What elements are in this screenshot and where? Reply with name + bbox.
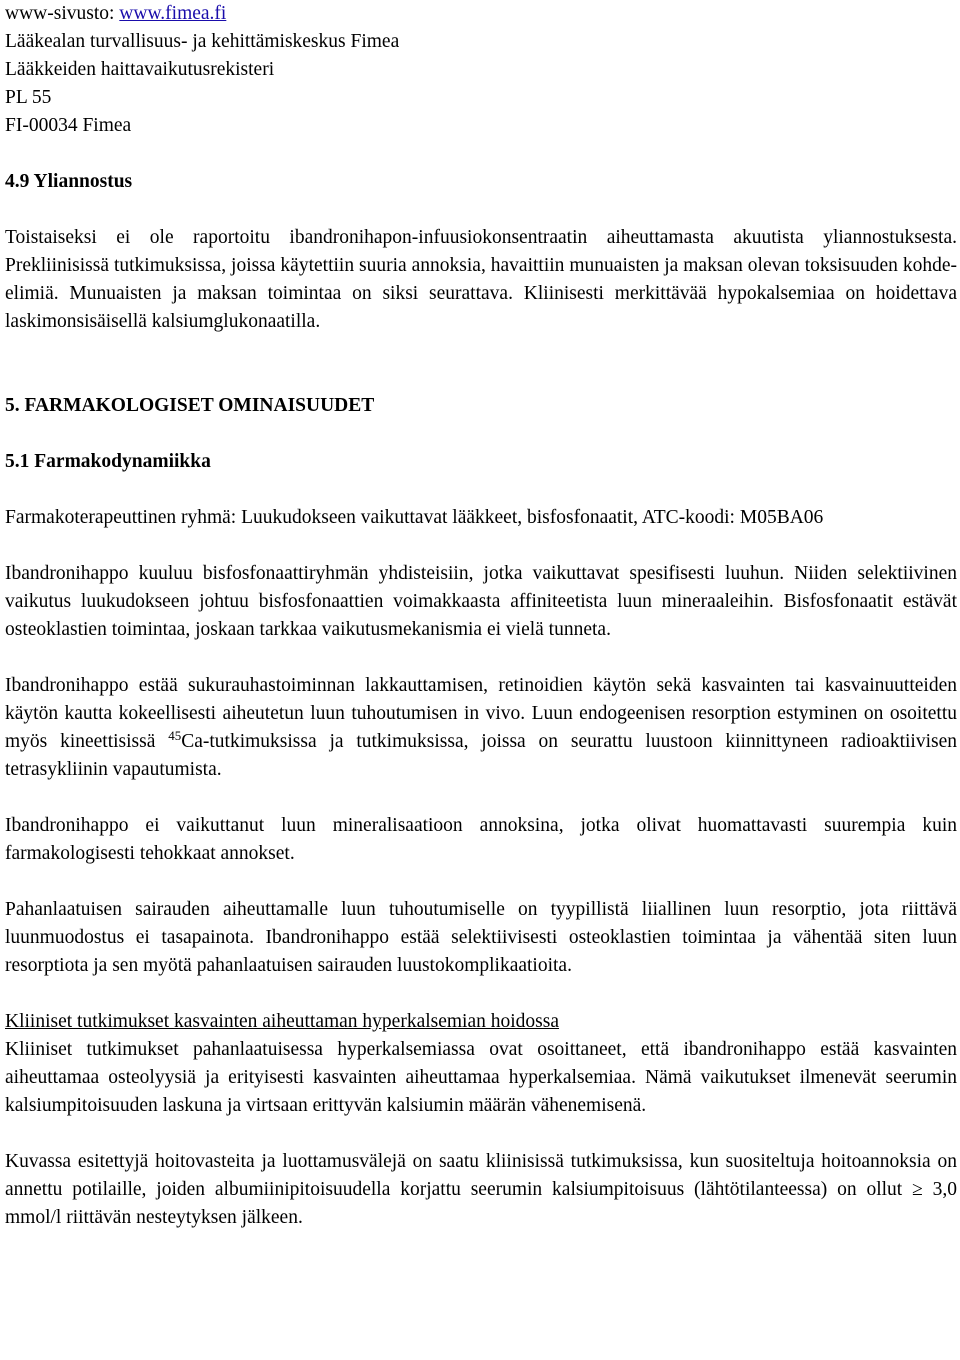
spacer — [5, 420, 957, 448]
website-link[interactable]: www.fimea.fi — [119, 3, 227, 24]
spacer — [5, 980, 957, 1008]
spacer — [5, 196, 957, 224]
spacer — [5, 644, 957, 672]
spacer — [5, 476, 957, 504]
spacer — [5, 784, 957, 812]
treatment-response-paragraph: Kuvassa esitettyjä hoitovasteita ja luottamusvälejä on saatu kliinisissä tutkimuksissa, kun suositeltuja hoitoannoksia on annettu potilaille, joiden albumiinipitoisuudella korjattu seerumin kalsiumpitoisuus (lähtötilanteessa) on ollut ≥ 3,0 mmol/l riittävän nesteytyksen jälkeen. — [5, 1151, 957, 1228]
po-box: PL 55 — [5, 87, 52, 108]
website-line — [5, 0, 957, 28]
section-5-heading: 5. FARMAKOLOGISET OMINAISUUDET — [5, 395, 375, 416]
mineralisation-paragraph: Ibandronihappo ei vaikuttanut luun mineralisaatioon annoksina, jotka olivat huomattavasti suurempia kuin farmakologisesti tehokkaat annokset. — [5, 815, 957, 864]
resorption-paragraph — [5, 672, 957, 784]
section-4-9-heading: 4.9 Yliannostus — [5, 171, 133, 192]
postal-address: FI-00034 Fimea — [5, 115, 132, 136]
spacer — [5, 336, 957, 364]
clinical-studies-subheading: Kliiniset tutkimukset kasvainten aiheuttaman hyperkalsemian hoidossa — [5, 1011, 560, 1032]
website-label: www-sivusto: — [5, 3, 115, 24]
section-5-1-heading: 5.1 Farmakodynamiikka — [5, 451, 211, 472]
spacer — [5, 364, 957, 392]
spacer — [5, 532, 957, 560]
document-page — [5, 0, 957, 1232]
hypercalcemia-paragraph: Kliiniset tutkimukset pahanlaatuisessa hyperkalsemiassa ovat osoittaneet, että ibandronihappo estää kasvainten aiheuttamaa osteolyysiä ja erityisesti kasvainten aiheuttamaa hyperkalsemiaa. Nämä vaikutukset ilmenevät seerumin kalsiumpitoisuuden laskuna ja virtsaan erittyvän kalsiumin määrän vähenemisenä. — [5, 1039, 957, 1116]
spacer — [5, 868, 957, 896]
resorption-text-b: Ca-tutkimuksissa ja tutkimuksissa, joissa on seurattu luustoon kiinnittyneen radioaktiivisen tetrasykliinin vapautumista. — [5, 731, 957, 780]
spacer — [5, 1120, 957, 1148]
pharmacotherapeutic-group-paragraph: Farmakoterapeuttinen ryhmä: Luukudokseen vaikuttavat lääkkeet, bisfosfonaatit, ATC-koodi: M05BA06 — [5, 507, 824, 528]
section-4-9-paragraph: Toistaiseksi ei ole raportoitu ibandronihapon-infuusiokonsentraatin aiheuttamasta akuutista yliannostuksesta. Prekliinisissä tutkimuksissa, joissa käytettiin suuria annoksia, havaittiin munuaisten ja maksan olevan toksisuuden kohde-elimiä. Munuaisten ja maksan toimintaa on siksi seurattava. Kliinisesti merkittävää hypokalsemiaa on hoidettava laskimonsisäisellä kalsiumglukonaatilla. — [5, 227, 957, 332]
org-name: Lääkealan turvallisuus- ja kehittämiskeskus Fimea — [5, 31, 400, 52]
bone-destruction-paragraph: Pahanlaatuisen sairauden aiheuttamalle luun tuhoutumiselle on tyypillistä liiallinen luun resorptio, jota riittävä luunmuodostus ei tasapainota. Ibandronihappo estää selektiivisesti osteoklastien toimintaa ja vähentää siten luun resorptiota ja sen myötä pahanlaatuisen sairauden luustokomplikaatioita. — [5, 899, 957, 976]
isotope-superscript: 45 — [168, 728, 182, 743]
registry-name: Lääkkeiden haittavaikutusrekisteri — [5, 59, 275, 80]
mechanism-paragraph: Ibandronihappo kuuluu bisfosfonaattiryhmän yhdisteisiin, jotka vaikuttavat spesifisesti luuhun. Niiden selektiivinen vaikutus luukudokseen johtuu bisfosfonaattien voimakkaasta affiniteetista luun mineraaleihin. Bisfosfonaatit estävät osteoklastien toimintaa, joskaan tarkkaa vaikutusmekanismia ei vielä tunneta. — [5, 563, 957, 640]
resorption-text-a: Ibandronihappo estää sukurauhastoiminnan lakkauttamisen, retinoidien käytön sekä kasvainten tai kasvainuutteiden käytön kautta kokeellisesti aiheutetun luun tuhoutumisen in vivo. Luun endogeenisen resorption estyminen on osoitettu myös kineettisissä — [5, 675, 957, 752]
spacer — [5, 140, 957, 168]
